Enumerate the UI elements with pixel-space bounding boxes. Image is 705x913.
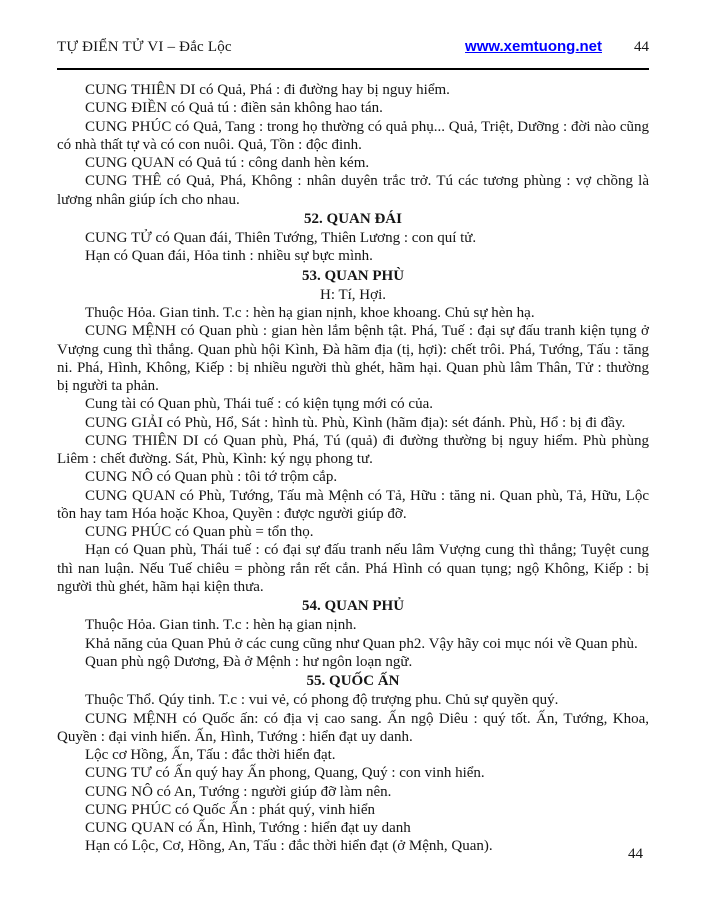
paragraph: CUNG QUAN có Ấn, Hình, Tướng : hiển đạt uy danh xyxy=(85,820,411,836)
paragraph: CUNG THIÊN DI có Quả, Phá : đi đường hay bị nguy hiểm. xyxy=(85,82,450,98)
website-link[interactable]: www.xemtuong.net xyxy=(465,38,602,55)
paragraph: CUNG PHÚC có Quả, Tang : trong họ thường có quả phụ... Quả, Triệt, Dưỡng : đời nào cũng có nhà thất tự và có con nuôi. Quả, Tồn : độc đinh. xyxy=(57,118,649,153)
paragraph: CUNG THÊ có Quả, Phá, Không : nhân duyên trắc trở. Tú các tương phùng : vợ chồng là lương nhân giúp ích cho nhau. xyxy=(57,173,649,208)
document-title: TỰ ĐIỂN TỬ VI – Đắc Lộc xyxy=(57,39,232,55)
header-right-group xyxy=(465,38,649,56)
paragraph: Hạn có Quan đái, Hỏa tinh : nhiều sự bực mình. xyxy=(85,248,373,265)
paragraph: Khả năng của Quan Phủ ở các cung cũng như Quan ph2. Vậy hãy coi mục nói về Quan phù. xyxy=(85,635,638,652)
paragraph: Thuộc Thổ. Qúy tinh. T.c : vui vẻ, có phong độ trượng phu. Chủ sự quyền quý. xyxy=(85,692,559,709)
paragraph: CUNG MỆNH có Quan phù : gian hèn lắm bệnh tật. Phá, Tuế : đại sự đấu tranh kiện tụng ở Vượng cung thì thắng. Quan phù hội Kình, Đà hãm địa (tị, hợi): chết trôi. Phá, Tướng, Tấu : tăng ni. Phá, Hình, Không, Kiếp : bị nhiều người thù ghét, hãm hại. Quan phù lâm Thân, Tử : thường bị người ta phản. xyxy=(57,323,649,394)
paragraph: CUNG PHÚC có Quan phù = tổn thọ. xyxy=(85,524,314,540)
section-heading: 53. QUAN PHÙ xyxy=(301,267,405,284)
section-heading: 55. QUỐC ẤN xyxy=(306,673,400,689)
section-heading: 52. QUAN ĐÁI xyxy=(304,210,402,227)
paragraph: Cung tài có Quan phù, Thái tuế : có kiện tụng mới có của. xyxy=(85,396,433,413)
page-header xyxy=(57,38,649,56)
paragraph: CUNG ĐIỀN có Quả tú : điền sản không hao tán. xyxy=(85,100,383,117)
paragraph: Lộc cơ Hồng, Ấn, Tấu : đắc thời hiển đạt. xyxy=(85,747,336,763)
page-footer xyxy=(628,846,643,863)
paragraph: CUNG MỆNH có Quốc ấn: có địa vị cao sang. Ấn ngộ Diêu : quý tốt. Ấn, Tướng, Khoa, Quyền : đại vinh hiển. Ấn, Hình, Tướng : hiển đạt uy danh. xyxy=(57,710,649,745)
paragraph: Hạn có Lộc, Cơ, Hồng, An, Tấu : đắc thời hiển đạt (ở Mệnh, Quan). xyxy=(85,838,493,855)
paragraph: Thuộc Hỏa. Gian tinh. T.c : hèn hạ gian nịnh. xyxy=(85,617,357,634)
footer-page-number: 44 xyxy=(628,846,643,862)
paragraph: CUNG THIÊN DI có Quan phù, Phá, Tú (quả) đi đường thường bị nguy hiểm. Phù phùng Liêm : chết đường. Sát, Phù, Kình: ký ngụ phong tư. xyxy=(57,432,649,467)
paragraph: CUNG NÔ có An, Tướng : người giúp đỡ làm nên. xyxy=(85,783,392,800)
paragraph: CUNG QUAN có Quả tú : công danh hèn kém. xyxy=(85,155,370,171)
paragraph: Quan phù ngộ Dương, Đà ở Mệnh : hư ngôn loạn ngữ. xyxy=(85,653,413,670)
document-body xyxy=(57,81,649,856)
paragraph: CUNG TƯ có Ấn quý hay Ấn phong, Quang, Quý : con vinh hiển. xyxy=(85,765,485,782)
paragraph: Thuộc Hỏa. Gian tinh. T.c : hèn hạ gian nịnh, khoe khoang. Chủ sự hèn hạ. xyxy=(85,305,535,321)
header-page-number: 44 xyxy=(634,39,649,55)
paragraph: CUNG PHÚC có Quốc Ấn : phát quý, vinh hiển xyxy=(85,801,375,818)
centered-line: H: Tí, Hợi. xyxy=(320,286,386,303)
paragraph: CUNG QUAN có Phù, Tướng, Tấu mà Mệnh có Tả, Hữu : tăng ni. Quan phù, Tả, Hữu, Lộc tồn hay tam Hóa hoặc Khoa, Quyền : được người giúp đỡ. xyxy=(57,487,649,522)
header-divider xyxy=(57,68,649,70)
paragraph: Hạn có Quan phù, Thái tuế : có đại sự đấu tranh nếu lâm Vượng cung thì thắng; Tuyệt cung thì nan luận. Nếu Tuế chiêu = phòng rắn rết cắn. Phá Hình có quan tụng; ngộ Không, Kiếp : bị người thù ghét, hãm hại kiện thưa. xyxy=(57,542,649,595)
paragraph: CUNG GIẢI có Phù, Hổ, Sát : hình tù. Phù, Kình (hãm địa): sét đánh. Phù, Hổ : bị đi đầy. xyxy=(85,414,626,431)
section-heading: 54. QUAN PHỦ xyxy=(301,598,405,614)
paragraph: CUNG TỬ có Quan đái, Thiên Tướng, Thiên Lương : con quí tử. xyxy=(85,230,477,246)
paragraph: CUNG NÔ có Quan phù : tôi tớ trộm cắp. xyxy=(85,469,338,486)
